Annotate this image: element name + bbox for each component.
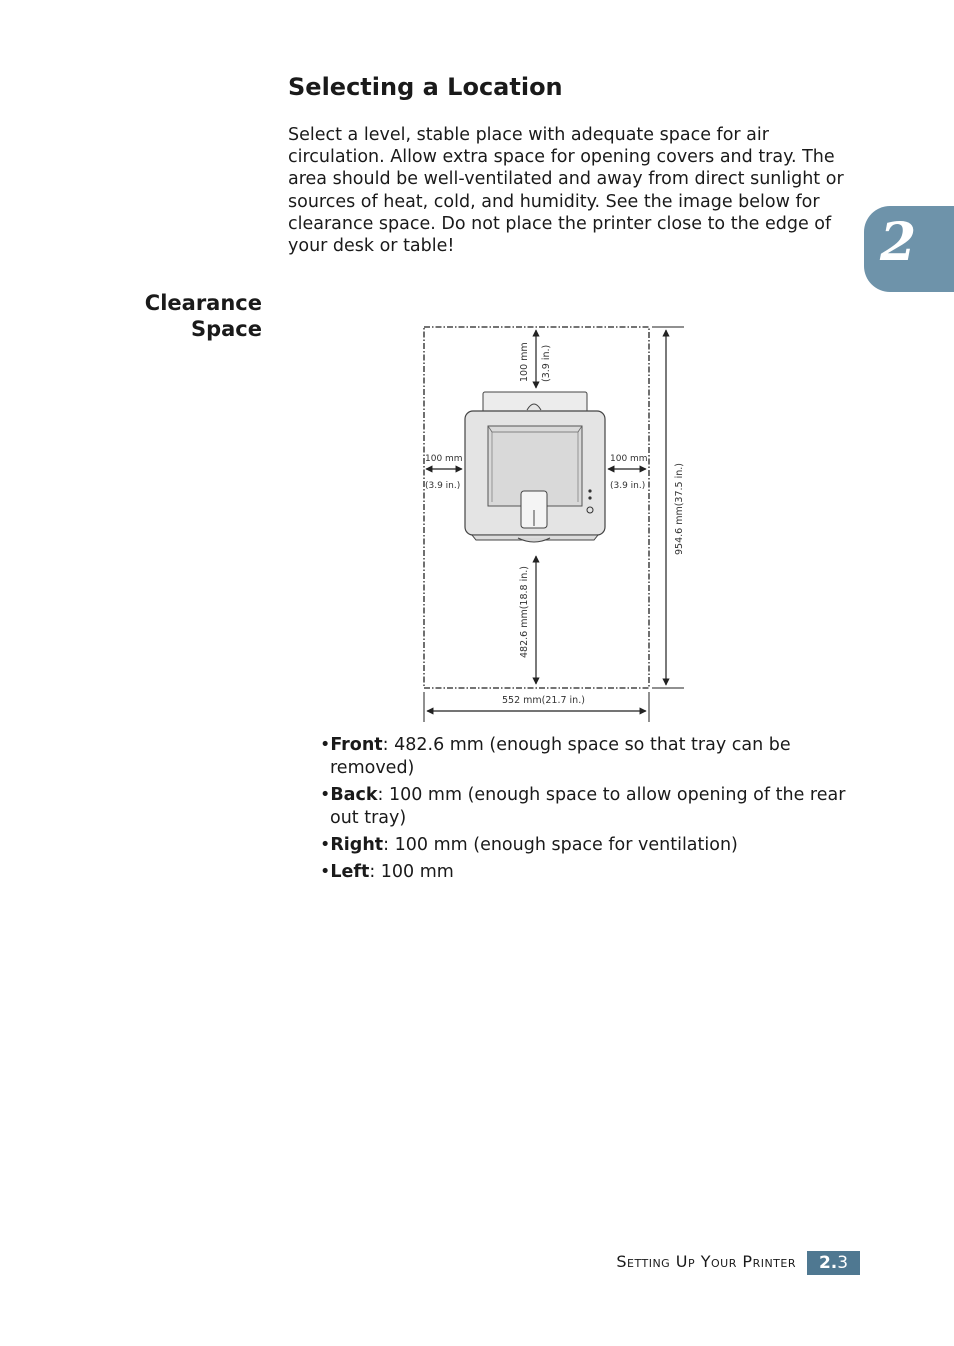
footer-section-title: Setting Up Your Printer	[616, 1252, 796, 1271]
page-number: 3	[837, 1253, 849, 1273]
list-item: •Right: 100 mm (enough space for ventilation)	[320, 835, 738, 855]
left-mm-label: 100 mm	[425, 454, 463, 464]
list-item-label: Left	[330, 862, 370, 882]
intro-paragraph: Select a level, stable place with adequate space for air circulation. Allow extra space for opening covers and tray. The area should be well-ventilated and away from direct sunlight or sources of heat, cold, and humidity. See the image below for clearance space. Do not place the printer close to the edge of your desk or table!	[288, 125, 844, 257]
list-item-text: : 100 mm	[369, 862, 454, 882]
width-label: 552 mm(21.7 in.)	[502, 695, 585, 706]
side-heading	[145, 290, 262, 342]
list-item-text: : 100 mm (enough space for ventilation)	[383, 835, 738, 855]
list-item-text: : 100 mm (enough space to allow opening of the rear out tray)	[330, 785, 846, 828]
right-in-label: (3.9 in.)	[610, 481, 646, 491]
list-item-text: : 482.6 mm (enough space so that tray can be removed)	[330, 735, 791, 778]
side-heading-line2: Space	[190, 317, 262, 341]
page-prefix: 2.	[818, 1253, 838, 1273]
right-mm-label: 100 mm	[610, 454, 648, 464]
list-item-label: Right	[330, 835, 384, 855]
front-label: 482.6 mm(18.8 in.)	[519, 566, 530, 658]
list-item: •Back: 100 mm (enough space to allow opening of the rear out tray)	[320, 785, 846, 828]
printer-illustration	[465, 392, 605, 542]
list-item-label: Back	[330, 785, 378, 805]
list-item-label: Front	[330, 735, 383, 755]
chapter-tab	[864, 206, 954, 292]
side-heading-line1: Clearance	[144, 291, 262, 315]
back-mm-label: 100 mm	[519, 342, 530, 382]
chapter-number: 2	[880, 212, 917, 273]
list-item: •Front: 482.6 mm (enough space so that tray can be removed)	[320, 735, 791, 778]
clearance-list	[320, 734, 860, 888]
depth-label: 954.6 mm(37.5 in.)	[674, 463, 685, 555]
left-in-label: (3.9 in.)	[425, 481, 461, 491]
page-heading: Selecting a Location	[288, 73, 563, 101]
clearance-diagram	[410, 318, 700, 728]
page-number-badge	[807, 1251, 860, 1275]
back-in-label: (3.9 in.)	[541, 344, 552, 382]
list-item: •Left: 100 mm	[320, 862, 454, 882]
